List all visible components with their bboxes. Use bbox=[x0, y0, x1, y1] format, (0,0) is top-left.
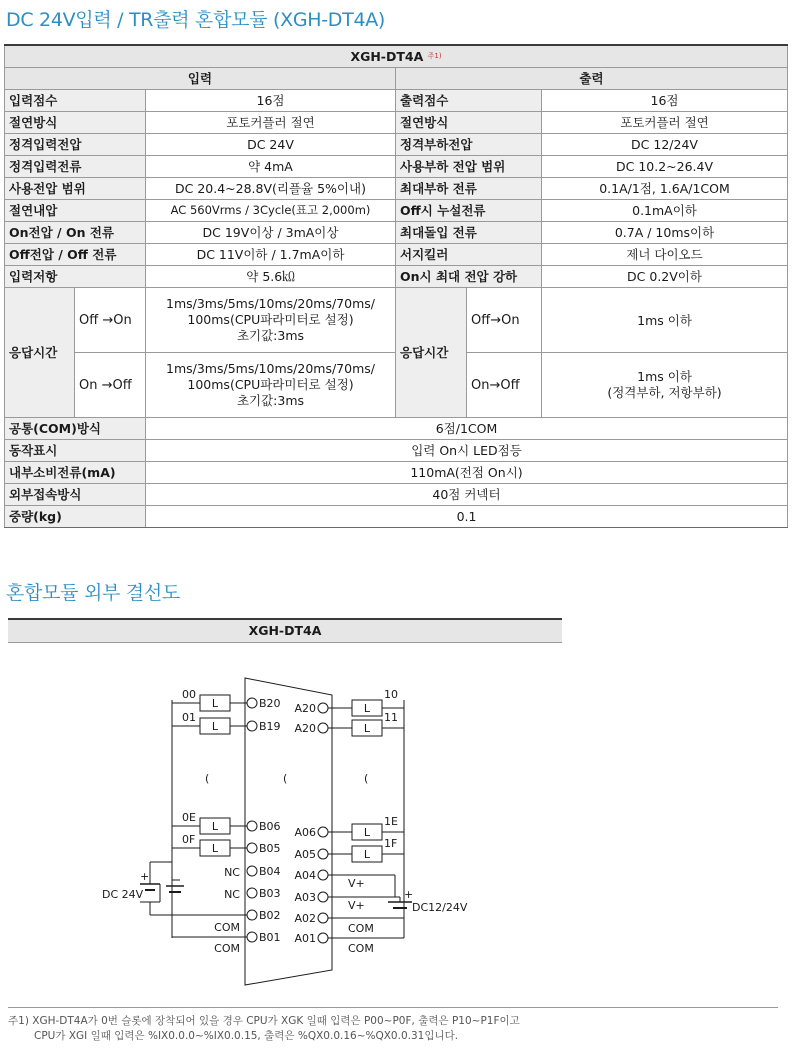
com-label: COM bbox=[348, 922, 374, 935]
output-off-on-value: 1ms 이하 bbox=[542, 288, 788, 353]
pin-circle bbox=[318, 870, 328, 880]
output-off-on-label: Off→On bbox=[467, 288, 542, 353]
input-spec-value: 약 5.6㏀ bbox=[146, 266, 396, 288]
output-response-label: 응답시간 bbox=[396, 288, 467, 418]
common-label: 동작표시 bbox=[5, 440, 146, 462]
input-on-off-value: 1ms/3ms/5ms/10ms/20ms/70ms/ 100ms(CPU파라미터로 설정) 초기값:3ms bbox=[146, 353, 396, 418]
footnote bbox=[8, 1007, 778, 1044]
spec-row bbox=[5, 222, 788, 244]
spec-row bbox=[5, 156, 788, 178]
common-row bbox=[5, 440, 788, 462]
pin-label: A02 bbox=[294, 912, 316, 925]
load-label: L bbox=[211, 720, 219, 733]
output-spec-value: DC 0.2V이하 bbox=[542, 266, 788, 288]
plus-sign: + bbox=[140, 870, 150, 883]
load-label: L bbox=[363, 848, 371, 861]
input-response-label: 응답시간 bbox=[5, 288, 75, 418]
spec-row bbox=[5, 90, 788, 112]
common-row bbox=[5, 506, 788, 528]
com-label: COM bbox=[348, 942, 374, 955]
page-title: DC 24V입력 / TR출력 혼합모듈 (XGH-DT4A) bbox=[6, 9, 386, 31]
wiring-model-header: XGH-DT4A bbox=[8, 618, 562, 643]
spec-row bbox=[5, 266, 788, 288]
load-label: L bbox=[211, 820, 219, 833]
output-spec-label: 정격부하전압 bbox=[396, 134, 542, 156]
common-row bbox=[5, 462, 788, 484]
common-label: 내부소비전류(mA) bbox=[5, 462, 146, 484]
dc24v-label: DC 24V bbox=[102, 888, 144, 901]
output-on-off-value: 1ms 이하 (정격부하, 저항부하) bbox=[542, 353, 788, 418]
output-signal-label: 1F bbox=[384, 837, 398, 850]
note-marker: 주1) bbox=[427, 52, 442, 60]
output-header: 출력 bbox=[396, 68, 788, 90]
input-spec-value: DC 11V이하 / 1.7mA이하 bbox=[146, 244, 396, 266]
pin-circle bbox=[247, 721, 257, 731]
break-symbol: ( bbox=[205, 772, 210, 785]
output-spec-value: DC 12/24V bbox=[542, 134, 788, 156]
common-label: 외부접속방식 bbox=[5, 484, 146, 506]
pin-label: A06 bbox=[294, 826, 316, 839]
spec-row bbox=[5, 200, 788, 222]
input-signal-label: 0E bbox=[182, 811, 196, 824]
input-spec-value: DC 20.4~28.8V(리플율 5%이내) bbox=[146, 178, 396, 200]
input-spec-label: Off전압 / Off 전류 bbox=[5, 244, 146, 266]
input-spec-value: 16점 bbox=[146, 90, 396, 112]
common-row bbox=[5, 418, 788, 440]
pin-circle bbox=[318, 913, 328, 923]
spec-row bbox=[5, 112, 788, 134]
nc-label: NC bbox=[224, 888, 240, 901]
output-spec-label: On시 최대 전압 강하 bbox=[396, 266, 542, 288]
input-spec-value: DC 24V bbox=[146, 134, 396, 156]
break-symbol: ( bbox=[364, 772, 369, 785]
pin-label: B19 bbox=[259, 720, 281, 733]
plus-sign: + bbox=[404, 888, 414, 901]
response-row-off-on bbox=[5, 288, 788, 353]
input-spec-label: 절연내압 bbox=[5, 200, 146, 222]
common-row bbox=[5, 484, 788, 506]
com-label: COM bbox=[214, 942, 240, 955]
output-spec-value: 제너 다이오드 bbox=[542, 244, 788, 266]
pin-circle bbox=[247, 866, 257, 876]
input-signal-label: 01 bbox=[182, 711, 196, 724]
pin-label: A04 bbox=[294, 869, 316, 882]
load-label: L bbox=[363, 826, 371, 839]
output-spec-label: Off시 누설전류 bbox=[396, 200, 542, 222]
break-symbol: ( bbox=[283, 772, 288, 785]
pin-circle bbox=[318, 892, 328, 902]
output-spec-value: 0.7A / 10ms이하 bbox=[542, 222, 788, 244]
pin-circle bbox=[318, 933, 328, 943]
pin-circle bbox=[318, 849, 328, 859]
load-label: L bbox=[211, 842, 219, 855]
common-label: 공통(COM)방식 bbox=[5, 418, 146, 440]
output-spec-value: 16점 bbox=[542, 90, 788, 112]
output-on-off-label: On→Off bbox=[467, 353, 542, 418]
common-value: 110mA(전점 On시) bbox=[146, 462, 788, 484]
input-signal-label: 0F bbox=[182, 833, 196, 846]
pin-label: B04 bbox=[259, 865, 281, 878]
com-label: COM bbox=[214, 921, 240, 934]
input-off-on-value: 1ms/3ms/5ms/10ms/20ms/70ms/ 100ms(CPU파라미터로 설정) 초기값:3ms bbox=[146, 288, 396, 353]
input-spec-label: 절연방식 bbox=[5, 112, 146, 134]
pin-label: A20 bbox=[294, 702, 316, 715]
load-label: L bbox=[363, 702, 371, 715]
output-signal-label: 11 bbox=[384, 711, 398, 724]
input-spec-label: 입력점수 bbox=[5, 90, 146, 112]
output-signal-label: 1E bbox=[384, 815, 398, 828]
load-label: L bbox=[211, 697, 219, 710]
dc12-24v-label: DC12/24V bbox=[412, 901, 468, 914]
input-signal-label: 00 bbox=[182, 688, 196, 701]
pin-label: B01 bbox=[259, 931, 281, 944]
common-value: 0.1 bbox=[146, 506, 788, 528]
footnote-line: 주1) XGH-DT4A가 0번 슬롯에 장착되어 있을 경우 CPU가 XGK 일때 입력은 P00~P0F, 출력은 P10~P1F이고 bbox=[8, 1015, 520, 1027]
pin-circle bbox=[247, 698, 257, 708]
input-spec-label: 입력저항 bbox=[5, 266, 146, 288]
pin-circle bbox=[318, 723, 328, 733]
footnote-line: CPU가 XGI 일때 입력은 %ⅠX0.0.0~%ⅠX0.0.15, 출력은 %QX0.0.16~%QX0.0.31입니다. bbox=[34, 1030, 459, 1042]
output-spec-value: 0.1A/1점, 1.6A/1COM bbox=[542, 178, 788, 200]
output-spec-label: 절연방식 bbox=[396, 112, 542, 134]
input-spec-label: 정격입력전압 bbox=[5, 134, 146, 156]
pin-label: B05 bbox=[259, 842, 281, 855]
pin-circle bbox=[247, 888, 257, 898]
output-spec-label: 최대돌입 전류 bbox=[396, 222, 542, 244]
common-label: 중량(kg) bbox=[5, 506, 146, 528]
input-off-on-label: Off →On bbox=[75, 288, 146, 353]
pin-label: B02 bbox=[259, 909, 281, 922]
pin-label: B06 bbox=[259, 820, 281, 833]
spec-row bbox=[5, 244, 788, 266]
pin-label: A01 bbox=[294, 932, 316, 945]
input-spec-value: 포토커플러 절연 bbox=[146, 112, 396, 134]
output-spec-label: 출력점수 bbox=[396, 90, 542, 112]
spec-row bbox=[5, 134, 788, 156]
pin-label: A20 bbox=[294, 722, 316, 735]
output-spec-label: 최대부하 전류 bbox=[396, 178, 542, 200]
common-value: 40점 커넥터 bbox=[146, 484, 788, 506]
wiring-diagram bbox=[0, 640, 560, 1000]
pin-circle bbox=[318, 703, 328, 713]
output-signal-label: 10 bbox=[384, 688, 398, 701]
nc-label: NC bbox=[224, 866, 240, 879]
wiring-title: 혼합모듈 외부 결선도 bbox=[6, 582, 180, 604]
vplus-label: V+ bbox=[348, 877, 365, 890]
input-spec-label: 사용전압 범위 bbox=[5, 178, 146, 200]
input-spec-label: On전압 / On 전류 bbox=[5, 222, 146, 244]
input-on-off-label: On →Off bbox=[75, 353, 146, 418]
spec-row bbox=[5, 178, 788, 200]
output-spec-value: 0.1mA이하 bbox=[542, 200, 788, 222]
input-spec-label: 정격입력전류 bbox=[5, 156, 146, 178]
output-spec-value: 포토커플러 절연 bbox=[542, 112, 788, 134]
pin-circle bbox=[247, 821, 257, 831]
pin-circle bbox=[247, 910, 257, 920]
common-value: 6점/1COM bbox=[146, 418, 788, 440]
vplus-label: V+ bbox=[348, 899, 365, 912]
pin-circle bbox=[318, 827, 328, 837]
input-spec-value: DC 19V이상 / 3mA이상 bbox=[146, 222, 396, 244]
input-header: 입력 bbox=[5, 68, 396, 90]
common-value: 입력 On시 LED점등 bbox=[146, 440, 788, 462]
input-spec-value: 약 4mA bbox=[146, 156, 396, 178]
input-spec-value: AC 560Vrms / 3Cycle(표고 2,000m) bbox=[146, 200, 396, 222]
pin-label: B20 bbox=[259, 697, 281, 710]
spec-table bbox=[4, 44, 788, 528]
pin-label: A05 bbox=[294, 848, 316, 861]
pin-label: B03 bbox=[259, 887, 281, 900]
model-header: XGH-DT4A $^{주1)}$ bbox=[5, 45, 788, 68]
pin-label: A03 bbox=[294, 891, 316, 904]
output-spec-label: 서지킬러 bbox=[396, 244, 542, 266]
pin-circle bbox=[247, 843, 257, 853]
output-spec-label: 사용부하 전압 범위 bbox=[396, 156, 542, 178]
pin-circle bbox=[247, 932, 257, 942]
load-label: L bbox=[363, 722, 371, 735]
output-spec-value: DC 10.2~26.4V bbox=[542, 156, 788, 178]
